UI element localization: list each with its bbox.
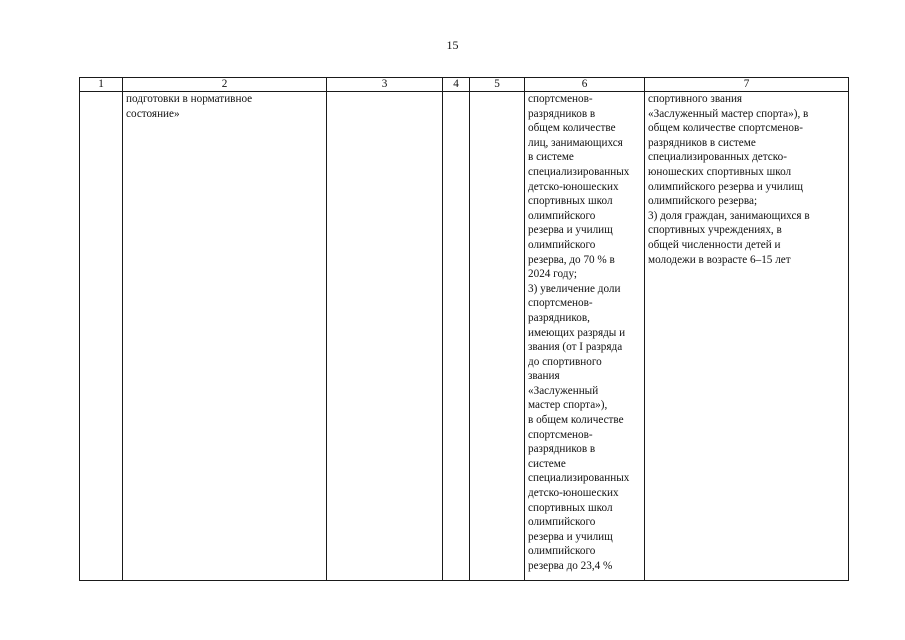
cell-col-3 <box>327 92 443 581</box>
cell-col-7 <box>645 92 849 581</box>
cell-col-1 <box>80 92 123 581</box>
cell-col-4 <box>443 92 470 581</box>
column-header-7: 7 <box>645 78 849 92</box>
column-header-1: 1 <box>80 78 123 92</box>
document-table <box>79 77 849 581</box>
column-header-5: 5 <box>470 78 525 92</box>
cell-col-7-text: спортивного звания «Заслуженный мастер спорта»), в общем количестве спортсменов- разрядников в системе специализированных детско- юношеских спортивных школ олимпийского резерва и училищ олимпийского резерва; 3) доля граждан, занимающихся в спортивных учреждениях, в общей численности детей и молодежи в возрасте 6–15 лет <box>648 93 810 266</box>
column-header-3: 3 <box>327 78 443 92</box>
table-row <box>80 92 849 581</box>
cell-col-6 <box>525 92 645 581</box>
column-header-4: 4 <box>443 78 470 92</box>
cell-col-2-text: подготовки в нормативное состояние» <box>126 93 253 120</box>
header-row <box>80 78 849 92</box>
column-header-2: 2 <box>123 78 327 92</box>
cell-col-5 <box>470 92 525 581</box>
page-number: 15 <box>446 38 459 52</box>
column-header-6: 6 <box>525 78 645 92</box>
cell-col-2 <box>123 92 327 581</box>
cell-col-6-text: спортсменов- разрядников в общем количестве лиц, занимающихся в системе специализированных детско-юношеских спортивных школ олимпийского резерва и училищ олимпийского резерва, до 70 % в 2024 году; 3) увеличение доли спортсменов- разрядников, имеющих разряды и звания (от I разряда до спортивного звания «Заслуженный мастер спорта»), в общем количестве спортсменов- разрядников в системе специализированных детско-юношеских спортивных школ олимпийского резерва и училищ олимпийского резерва до 23,4 % <box>528 93 630 572</box>
